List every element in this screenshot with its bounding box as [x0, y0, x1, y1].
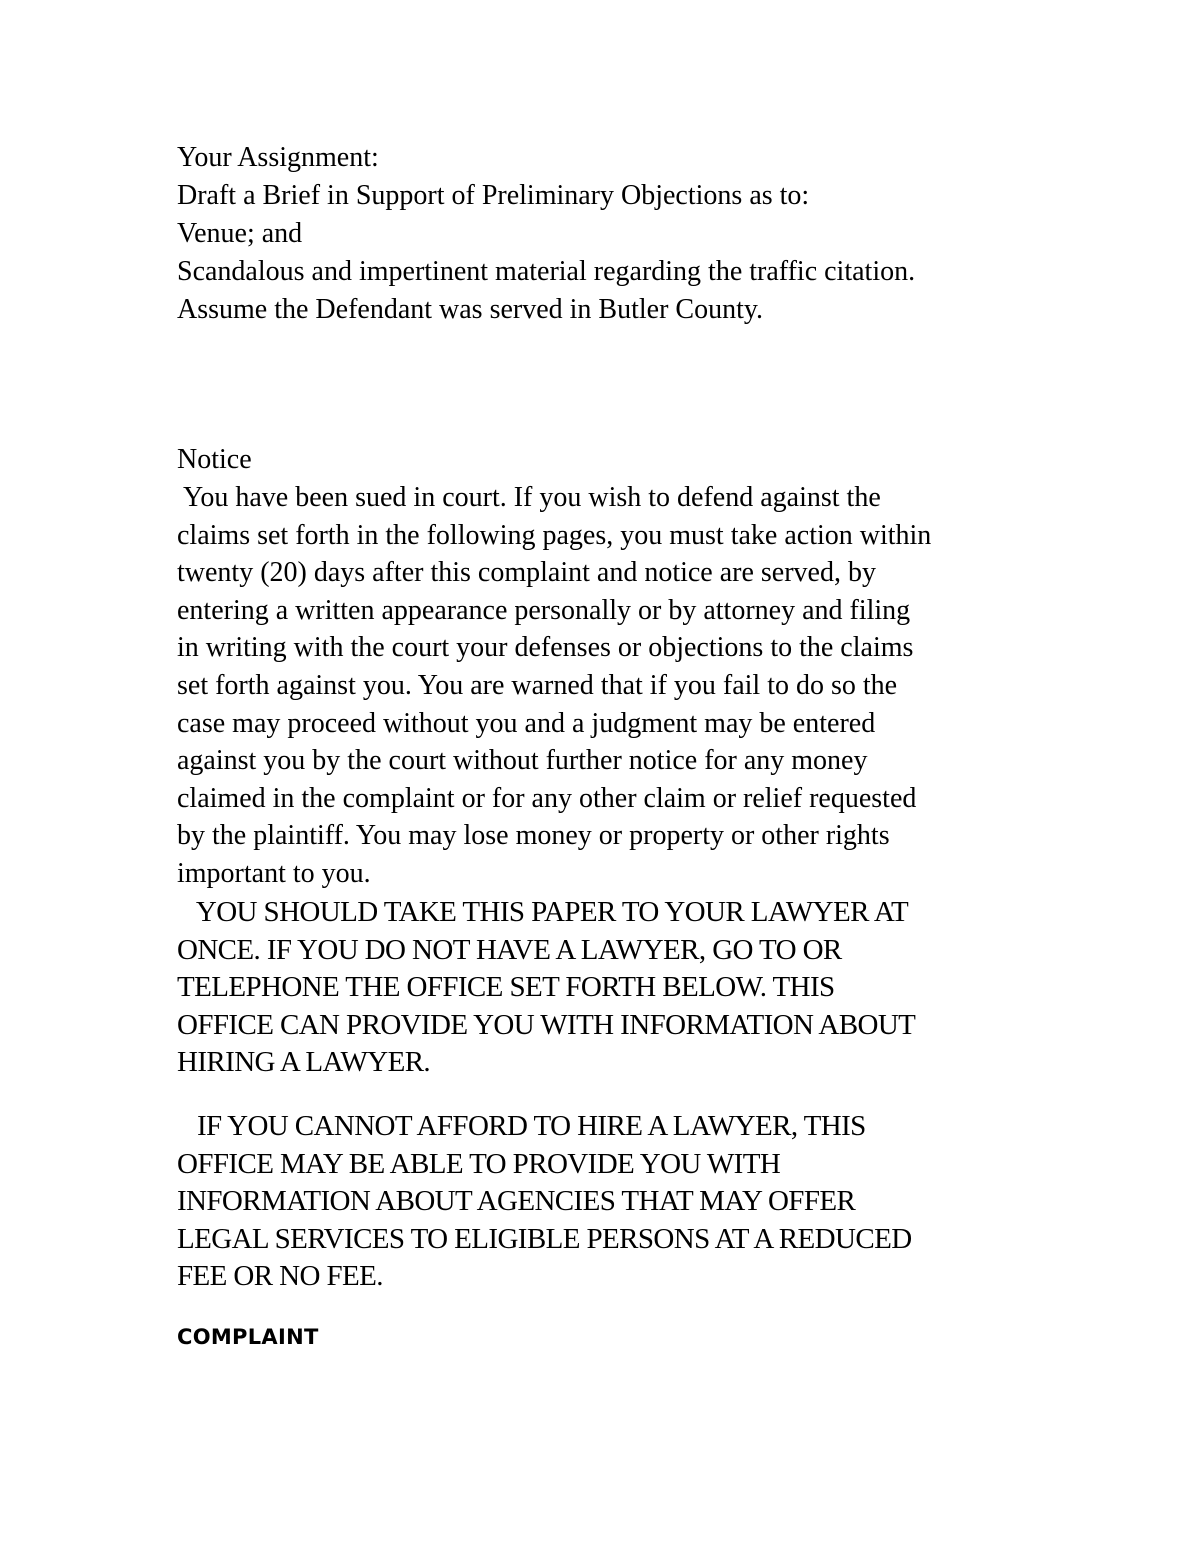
caps-line: YOU SHOULD TAKE THIS PAPER TO YOUR LAWYER AT [177, 896, 909, 928]
notice-line: by the plaintiff. You may lose money or property or other rights [177, 820, 890, 852]
notice-paragraph [177, 479, 1137, 893]
reduced-fee-paragraph [177, 1108, 1137, 1296]
notice-heading: Notice [177, 444, 252, 475]
lawyer-advice-paragraph [177, 894, 1137, 1082]
assignment-line: Draft a Brief in Support of Preliminary Objections as to: [177, 180, 810, 211]
notice-line: set forth against you. You are warned that if you fail to do so the [177, 669, 898, 701]
caps-line: OFFICE MAY BE ABLE TO PROVIDE YOU WITH [177, 1147, 781, 1180]
assignment-line: Scandalous and impertinent material regarding the traffic citation. [177, 256, 916, 287]
complaint-heading: COMPLAINT [177, 1325, 319, 1349]
notice-line: important to you. [177, 857, 371, 889]
caps-line: LEGAL SERVICES TO ELIGIBLE PERSONS AT A REDUCED [177, 1222, 912, 1255]
caps-line: IF YOU CANNOT AFFORD TO HIRE A LAWYER, THIS [177, 1110, 866, 1142]
notice-line: twenty (20) days after this complaint and notice are served, by [177, 557, 876, 589]
assignment-block [177, 139, 1137, 329]
assignment-line: Your Assignment: [177, 142, 379, 173]
caps-line: TELEPHONE THE OFFICE SET FORTH BELOW. THIS [177, 971, 835, 1004]
notice-line: claimed in the complaint or for any other claim or relief requested [177, 782, 917, 814]
notice-line: in writing with the court your defenses or objections to the claims [177, 632, 914, 664]
notice-line: case may proceed without you and a judgment may be entered [177, 707, 876, 739]
caps-line: HIRING A LAWYER. [177, 1046, 431, 1079]
notice-line: claims set forth in the following pages, you must take action within [177, 519, 932, 551]
caps-line: FEE OR NO FEE. [177, 1260, 383, 1293]
caps-line: ONCE. IF YOU DO NOT HAVE A LAWYER, GO TO OR [177, 933, 842, 966]
assignment-line: Assume the Defendant was served in Butler County. [177, 294, 764, 325]
caps-line: INFORMATION ABOUT AGENCIES THAT MAY OFFER [177, 1185, 856, 1218]
notice-line: You have been sued in court. If you wish to defend against the [177, 482, 881, 513]
assignment-line: Venue; and [177, 218, 303, 249]
notice-line: entering a written appearance personally or by attorney and filing [177, 594, 911, 626]
notice-line: against you by the court without further notice for any money [177, 745, 868, 777]
caps-line: OFFICE CAN PROVIDE YOU WITH INFORMATION ABOUT [177, 1008, 916, 1041]
